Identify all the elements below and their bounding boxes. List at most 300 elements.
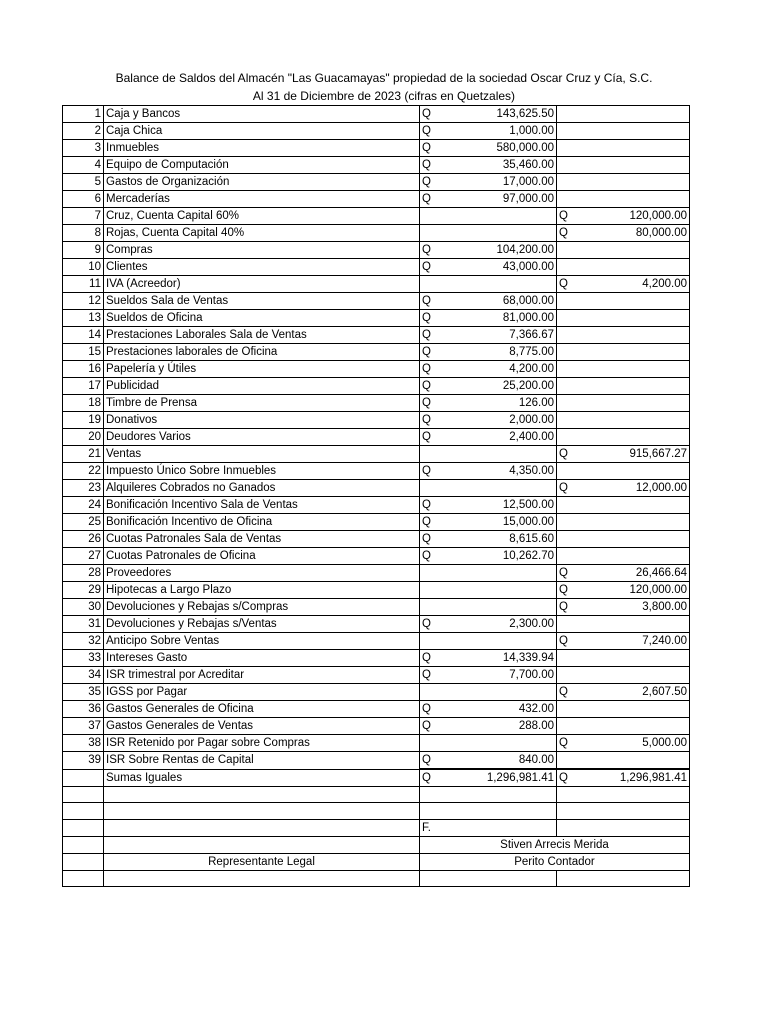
currency-symbol: Q <box>422 397 431 409</box>
account-name: Mercaderías <box>104 191 420 208</box>
debit-cell <box>420 514 557 531</box>
amount-value: 68,000.00 <box>502 295 554 307</box>
debit-cell <box>420 497 557 514</box>
total-credit-cell <box>557 769 690 787</box>
debit-cell <box>420 429 557 446</box>
table-row <box>63 225 690 242</box>
table-row <box>63 429 690 446</box>
amount-value: 432.00 <box>518 703 554 715</box>
account-name: Hipotecas a Largo Plazo <box>104 582 420 599</box>
amount-value: 288.00 <box>518 720 554 732</box>
account-name: Ventas <box>104 446 420 463</box>
currency-symbol: Q <box>422 431 431 443</box>
row-number: 30 <box>63 599 104 616</box>
currency-symbol: Q <box>422 754 431 766</box>
debit-cell <box>420 344 557 361</box>
account-name: Bonificación Incentivo Sala de Ventas <box>104 497 420 514</box>
currency-symbol: Q <box>559 737 568 749</box>
account-name: Alquileres Cobrados no Ganados <box>104 480 420 497</box>
currency-symbol: Q <box>422 380 431 392</box>
credit-cell <box>557 327 690 344</box>
row-number: 24 <box>63 497 104 514</box>
debit-cell <box>420 140 557 157</box>
row-number: 14 <box>63 327 104 344</box>
amount-value: 120,000.00 <box>629 584 687 596</box>
credit-cell <box>557 480 690 497</box>
empty-cell <box>63 853 104 870</box>
table-row <box>63 531 690 548</box>
debit-cell <box>420 259 557 276</box>
currency-symbol: Q <box>422 533 431 545</box>
table-row <box>63 191 690 208</box>
credit-cell <box>557 701 690 718</box>
table-row <box>63 514 690 531</box>
row-number: 4 <box>63 157 104 174</box>
account-name: Donativos <box>104 412 420 429</box>
totals-row <box>63 769 690 787</box>
table-row <box>63 157 690 174</box>
amount-value: 25,200.00 <box>502 380 554 392</box>
signature-mark: F. <box>420 819 557 836</box>
row-number: 27 <box>63 548 104 565</box>
account-name: Sueldos Sala de Ventas <box>104 293 420 310</box>
empty-cell <box>104 803 420 819</box>
currency-symbol: Q <box>422 193 431 205</box>
currency-symbol: Q <box>422 312 431 324</box>
amount-value: 12,500.00 <box>502 499 554 511</box>
amount-value: 2,000.00 <box>509 414 554 426</box>
empty-cell <box>104 819 420 836</box>
table-row <box>63 870 690 886</box>
credit-cell <box>557 633 690 650</box>
currency-symbol: Q <box>422 159 431 171</box>
table-row <box>63 633 690 650</box>
table-row <box>63 446 690 463</box>
table-row <box>63 242 690 259</box>
amount-value: 8,615.60 <box>509 533 554 545</box>
row-number: 17 <box>63 378 104 395</box>
debit-cell <box>420 633 557 650</box>
table-row <box>63 344 690 361</box>
debit-cell <box>420 378 557 395</box>
account-name: Timbre de Prensa <box>104 395 420 412</box>
currency-symbol: Q <box>422 516 431 528</box>
amount-value: 4,350.00 <box>509 465 554 477</box>
row-number: 19 <box>63 412 104 429</box>
currency-symbol: Q <box>559 584 568 596</box>
table-row <box>63 599 690 616</box>
row-number: 6 <box>63 191 104 208</box>
debit-cell <box>420 531 557 548</box>
currency-symbol: Q <box>422 720 431 732</box>
credit-cell <box>557 276 690 293</box>
table-row <box>63 395 690 412</box>
row-number: 2 <box>63 123 104 140</box>
table-row <box>63 480 690 497</box>
account-name: Prestaciones Laborales Sala de Ventas <box>104 327 420 344</box>
currency-symbol: Q <box>559 686 568 698</box>
empty-cell <box>104 870 420 886</box>
account-name: Bonificación Incentivo de Oficina <box>104 514 420 531</box>
currency-symbol: Q <box>559 448 568 460</box>
account-name: Sueldos de Oficina <box>104 310 420 327</box>
row-number: 1 <box>63 106 104 123</box>
amount-value: 14,339.94 <box>502 652 554 664</box>
debit-cell <box>420 616 557 633</box>
account-name: Impuesto Único Sobre Inmuebles <box>104 463 420 480</box>
row-number: 39 <box>63 752 104 770</box>
debit-cell <box>420 225 557 242</box>
amount-value: 840.00 <box>518 754 554 766</box>
table-row <box>63 752 690 770</box>
currency-symbol: Q <box>422 108 431 120</box>
account-name: Compras <box>104 242 420 259</box>
credit-cell <box>557 225 690 242</box>
amount-value: 1,296,981.41 <box>486 772 554 784</box>
empty-cell <box>557 803 690 819</box>
debit-cell <box>420 684 557 701</box>
amount-value: 80,000.00 <box>635 227 687 239</box>
amount-value: 1,000.00 <box>509 125 554 137</box>
currency-symbol: Q <box>422 125 431 137</box>
row-number: 5 <box>63 174 104 191</box>
credit-cell <box>557 548 690 565</box>
account-name: Inmuebles <box>104 140 420 157</box>
balance-table <box>62 105 690 887</box>
currency-symbol: Q <box>422 142 431 154</box>
account-name: Devoluciones y Rebajas s/Ventas <box>104 616 420 633</box>
report-subtitle: Al 31 de Diciembre de 2023 (cifras en Quetzales) <box>252 89 516 103</box>
currency-symbol: Q <box>559 635 568 647</box>
currency-symbol: Q <box>422 669 431 681</box>
currency-symbol: Q <box>559 210 568 222</box>
currency-symbol: Q <box>559 227 568 239</box>
credit-cell <box>557 395 690 412</box>
currency-symbol: Q <box>422 346 431 358</box>
credit-cell <box>557 106 690 123</box>
amount-value: 7,240.00 <box>642 635 687 647</box>
row-number: 35 <box>63 684 104 701</box>
balance-table-body <box>63 106 690 887</box>
row-number: 33 <box>63 650 104 667</box>
credit-cell <box>557 582 690 599</box>
empty-cell <box>63 803 104 819</box>
currency-symbol: Q <box>559 601 568 613</box>
table-row <box>63 497 690 514</box>
debit-cell <box>420 463 557 480</box>
row-number: 36 <box>63 701 104 718</box>
currency-symbol: Q <box>422 363 431 375</box>
debit-cell <box>420 106 557 123</box>
currency-symbol: Q <box>422 329 431 341</box>
row-number: 8 <box>63 225 104 242</box>
debit-cell <box>420 361 557 378</box>
table-row <box>63 718 690 735</box>
table-row <box>63 361 690 378</box>
debit-cell <box>420 174 557 191</box>
row-number: 3 <box>63 140 104 157</box>
credit-cell <box>557 412 690 429</box>
row-number: 38 <box>63 735 104 752</box>
row-number: 28 <box>63 565 104 582</box>
credit-cell <box>557 140 690 157</box>
amount-value: 43,000.00 <box>502 261 554 273</box>
row-number: 11 <box>63 276 104 293</box>
debit-cell <box>420 565 557 582</box>
table-row <box>63 140 690 157</box>
table-row <box>63 276 690 293</box>
credit-cell <box>557 514 690 531</box>
empty-cell <box>557 819 690 836</box>
totals-blank <box>63 769 104 787</box>
accountant-role: Perito Contador <box>420 853 690 870</box>
debit-cell <box>420 735 557 752</box>
currency-symbol: Q <box>559 278 568 290</box>
table-row <box>63 259 690 276</box>
debit-cell <box>420 582 557 599</box>
debit-cell <box>420 242 557 259</box>
account-name: Proveedores <box>104 565 420 582</box>
row-number: 37 <box>63 718 104 735</box>
account-name: Cuotas Patronales Sala de Ventas <box>104 531 420 548</box>
table-row <box>63 310 690 327</box>
amount-value: 17,000.00 <box>502 176 554 188</box>
row-number: 10 <box>63 259 104 276</box>
debit-cell <box>420 650 557 667</box>
row-number: 12 <box>63 293 104 310</box>
credit-cell <box>557 446 690 463</box>
accountant-name: Stiven Arrecis Merida <box>420 836 690 853</box>
currency-symbol: Q <box>559 567 568 579</box>
empty-cell <box>104 787 420 803</box>
amount-value: 143,625.50 <box>496 108 554 120</box>
table-row <box>63 463 690 480</box>
empty-cell <box>557 787 690 803</box>
currency-symbol: Q <box>422 703 431 715</box>
account-name: Gastos de Organización <box>104 174 420 191</box>
credit-cell <box>557 497 690 514</box>
debit-cell <box>420 157 557 174</box>
account-name: Equipo de Computación <box>104 157 420 174</box>
account-name: Cruz, Cuenta Capital 60% <box>104 208 420 225</box>
credit-cell <box>557 361 690 378</box>
row-number: 26 <box>63 531 104 548</box>
amount-value: 7,366.67 <box>509 329 554 341</box>
account-name: Gastos Generales de Ventas <box>104 718 420 735</box>
currency-symbol: Q <box>422 261 431 273</box>
table-row <box>63 803 690 819</box>
currency-symbol: Q <box>422 772 431 784</box>
currency-symbol: Q <box>559 772 568 784</box>
account-name: Caja y Bancos <box>104 106 420 123</box>
account-name: ISR Retenido por Pagar sobre Compras <box>104 735 420 752</box>
amount-value: 15,000.00 <box>502 516 554 528</box>
debit-cell <box>420 412 557 429</box>
row-number: 7 <box>63 208 104 225</box>
total-debit-cell <box>420 769 557 787</box>
row-number: 16 <box>63 361 104 378</box>
amount-value: 26,466.64 <box>635 567 687 579</box>
debit-cell <box>420 327 557 344</box>
currency-symbol: Q <box>422 176 431 188</box>
credit-cell <box>557 310 690 327</box>
row-number: 29 <box>63 582 104 599</box>
credit-cell <box>557 191 690 208</box>
credit-cell <box>557 531 690 548</box>
table-row <box>63 174 690 191</box>
table-row <box>63 106 690 123</box>
amount-value: 1,296,981.41 <box>619 772 687 784</box>
table-row <box>63 565 690 582</box>
account-name: ISR Sobre Rentas de Capital <box>104 752 420 770</box>
table-row <box>63 853 690 870</box>
currency-symbol: Q <box>422 244 431 256</box>
debit-cell <box>420 395 557 412</box>
credit-cell <box>557 293 690 310</box>
credit-cell <box>557 565 690 582</box>
amount-value: 104,200.00 <box>496 244 554 256</box>
account-name: Intereses Gasto <box>104 650 420 667</box>
amount-value: 2,300.00 <box>509 618 554 630</box>
amount-value: 126.00 <box>518 397 554 409</box>
table-row <box>63 616 690 633</box>
table-row <box>63 819 690 836</box>
amount-value: 120,000.00 <box>629 210 687 222</box>
account-name: Prestaciones laborales de Oficina <box>104 344 420 361</box>
credit-cell <box>557 684 690 701</box>
row-number: 15 <box>63 344 104 361</box>
amount-value: 2,400.00 <box>509 431 554 443</box>
credit-cell <box>557 718 690 735</box>
account-name: Publicidad <box>104 378 420 395</box>
credit-cell <box>557 123 690 140</box>
currency-symbol: Q <box>422 499 431 511</box>
row-number: 21 <box>63 446 104 463</box>
credit-cell <box>557 752 690 770</box>
debit-cell <box>420 667 557 684</box>
row-number: 25 <box>63 514 104 531</box>
amount-value: 7,700.00 <box>509 669 554 681</box>
amount-value: 8,775.00 <box>509 346 554 358</box>
account-name: ISR trimestral por Acreditar <box>104 667 420 684</box>
account-name: Devoluciones y Rebajas s/Compras <box>104 599 420 616</box>
legal-representative: Representante Legal <box>104 853 420 870</box>
account-name: Cuotas Patronales de Oficina <box>104 548 420 565</box>
amount-value: 4,200.00 <box>509 363 554 375</box>
credit-cell <box>557 378 690 395</box>
row-number: 20 <box>63 429 104 446</box>
debit-cell <box>420 446 557 463</box>
account-name: Papelería y Útiles <box>104 361 420 378</box>
credit-cell <box>557 242 690 259</box>
row-number: 9 <box>63 242 104 259</box>
row-number: 23 <box>63 480 104 497</box>
empty-cell <box>420 787 557 803</box>
currency-symbol: Q <box>422 295 431 307</box>
table-row <box>63 787 690 803</box>
credit-cell <box>557 174 690 191</box>
table-row <box>63 650 690 667</box>
debit-cell <box>420 599 557 616</box>
account-name: Caja Chica <box>104 123 420 140</box>
credit-cell <box>557 616 690 633</box>
debit-cell <box>420 548 557 565</box>
totals-label: Sumas Iguales <box>104 769 420 787</box>
empty-cell <box>420 803 557 819</box>
table-row <box>63 582 690 599</box>
debit-cell <box>420 208 557 225</box>
account-name: Clientes <box>104 259 420 276</box>
row-number: 22 <box>63 463 104 480</box>
credit-cell <box>557 259 690 276</box>
debit-cell <box>420 276 557 293</box>
empty-cell <box>420 870 557 886</box>
debit-cell <box>420 310 557 327</box>
table-row <box>63 684 690 701</box>
currency-symbol: Q <box>422 652 431 664</box>
empty-cell <box>104 836 420 853</box>
amount-value: 5,000.00 <box>642 737 687 749</box>
row-number: 32 <box>63 633 104 650</box>
credit-cell <box>557 599 690 616</box>
table-row <box>63 327 690 344</box>
credit-cell <box>557 667 690 684</box>
credit-cell <box>557 208 690 225</box>
debit-cell <box>420 480 557 497</box>
debit-cell <box>420 701 557 718</box>
debit-cell <box>420 718 557 735</box>
empty-cell <box>63 836 104 853</box>
credit-cell <box>557 735 690 752</box>
amount-value: 12,000.00 <box>635 482 687 494</box>
amount-value: 97,000.00 <box>502 193 554 205</box>
table-row <box>63 701 690 718</box>
table-row <box>63 548 690 565</box>
credit-cell <box>557 344 690 361</box>
row-number: 13 <box>63 310 104 327</box>
empty-cell <box>63 819 104 836</box>
table-row <box>63 293 690 310</box>
amount-value: 580,000.00 <box>496 142 554 154</box>
credit-cell <box>557 157 690 174</box>
table-row <box>63 208 690 225</box>
debit-cell <box>420 123 557 140</box>
amount-value: 81,000.00 <box>502 312 554 324</box>
credit-cell <box>557 650 690 667</box>
currency-symbol: Q <box>422 618 431 630</box>
table-row <box>63 836 690 853</box>
account-name: IGSS por Pagar <box>104 684 420 701</box>
currency-symbol: Q <box>422 465 431 477</box>
account-name: Rojas, Cuenta Capital 40% <box>104 225 420 242</box>
table-row <box>63 667 690 684</box>
amount-value: 4,200.00 <box>642 278 687 290</box>
currency-symbol: Q <box>559 482 568 494</box>
debit-cell <box>420 191 557 208</box>
empty-cell <box>557 870 690 886</box>
empty-cell <box>63 787 104 803</box>
credit-cell <box>557 429 690 446</box>
empty-cell <box>63 870 104 886</box>
account-name: Anticipo Sobre Ventas <box>104 633 420 650</box>
amount-value: 3,800.00 <box>642 601 687 613</box>
table-row <box>63 378 690 395</box>
amount-value: 2,607.50 <box>642 686 687 698</box>
table-row <box>63 123 690 140</box>
credit-cell <box>557 463 690 480</box>
amount-value: 915,667.27 <box>629 448 687 460</box>
debit-cell <box>420 752 557 770</box>
